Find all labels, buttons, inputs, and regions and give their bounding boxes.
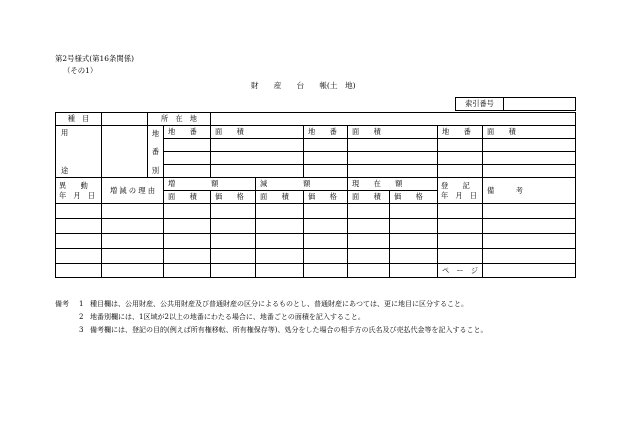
chiban-header-2: 地 番 [304, 126, 348, 139]
movement-cell[interactable] [211, 234, 256, 249]
chiban-header-1: 地 番 [164, 126, 211, 139]
location-label: 所 在 地 [148, 113, 211, 126]
movement-cell[interactable] [256, 249, 304, 264]
movement-cell[interactable] [256, 204, 304, 219]
increase-price-header: 価 格 [211, 191, 256, 204]
movement-cell[interactable] [438, 204, 483, 219]
movement-cell[interactable] [304, 234, 348, 249]
movement-cell[interactable] [56, 204, 102, 219]
movement-cell[interactable] [304, 264, 348, 278]
movement-cell[interactable] [348, 234, 390, 249]
page-title: 財 産 台 帳(土 地) [251, 81, 356, 90]
form-number: 第2号様式(第16条関係) [55, 54, 134, 63]
parcel-cell[interactable] [164, 152, 211, 165]
parcel-cell[interactable] [438, 152, 483, 165]
movement-cell[interactable] [256, 264, 304, 278]
increase-header: 増 額 [164, 178, 256, 191]
chiban-header-3: 地 番 [438, 126, 483, 139]
current-price-header: 価 格 [390, 191, 438, 204]
parcel-cell[interactable] [483, 165, 576, 178]
shumoku-field[interactable] [102, 113, 148, 126]
decrease-area-header: 面 積 [256, 191, 304, 204]
use-label-bottom: 途 [61, 165, 69, 175]
movement-cell[interactable] [304, 249, 348, 264]
parcel-cell[interactable] [211, 165, 304, 178]
decrease-price-header: 価 格 [304, 191, 348, 204]
parcel-cell[interactable] [348, 165, 438, 178]
biko-header: 備 考 [483, 178, 576, 204]
chiban-char-2: 番 [151, 147, 160, 157]
parcel-cell[interactable] [304, 165, 348, 178]
parcel-cell[interactable] [483, 139, 576, 152]
index-number-label: 索引番号 [456, 98, 504, 111]
parcel-cell[interactable] [164, 165, 211, 178]
reason-header: 増 減 の 理 由 [102, 178, 164, 204]
ido-date-header: 異 動 年 月 日 [56, 178, 102, 204]
notes-lead: 備考 [55, 300, 69, 308]
note-3: 備考欄には、登記の目的(例えば所有権移転、所有権保存等)、処分をした場合の相手方の氏名及び売払代金等を記入すること。 [90, 326, 488, 334]
movement-cell[interactable] [390, 249, 438, 264]
movement-cell[interactable] [102, 264, 164, 278]
movement-cell[interactable] [102, 219, 164, 234]
parcel-cell[interactable] [348, 152, 438, 165]
movement-cell[interactable] [390, 234, 438, 249]
parcel-cell[interactable] [211, 139, 304, 152]
parcel-cell[interactable] [438, 139, 483, 152]
parcel-cell[interactable] [483, 152, 576, 165]
movement-cell[interactable] [483, 219, 576, 234]
movement-cell[interactable] [102, 249, 164, 264]
menseki-header-2: 面 積 [348, 126, 438, 139]
index-number-field[interactable] [504, 98, 576, 111]
movement-cell[interactable] [390, 264, 438, 278]
page-field[interactable] [483, 264, 576, 278]
movement-cell[interactable] [348, 249, 390, 264]
parcel-cell[interactable] [348, 139, 438, 152]
parcel-cell[interactable] [211, 152, 304, 165]
movement-cell[interactable] [102, 234, 164, 249]
parcel-cell[interactable] [304, 152, 348, 165]
use-field[interactable] [102, 126, 148, 178]
entry-date-header: 登 記 年 月 日 [438, 178, 483, 204]
parcel-cell[interactable] [304, 139, 348, 152]
movement-cell[interactable] [304, 219, 348, 234]
movement-cell[interactable] [211, 219, 256, 234]
movement-cell[interactable] [304, 204, 348, 219]
chiban-vertical-label [148, 126, 164, 178]
chiban-char-1: 地 [151, 128, 160, 138]
movement-cell[interactable] [211, 249, 256, 264]
movement-cell[interactable] [56, 219, 102, 234]
movement-cell[interactable] [256, 234, 304, 249]
movement-cell[interactable] [390, 219, 438, 234]
movement-cell[interactable] [438, 249, 483, 264]
movement-cell[interactable] [438, 219, 483, 234]
movement-cell[interactable] [56, 234, 102, 249]
parcel-cell[interactable] [438, 165, 483, 178]
note-2: 地番別欄には、1区域が2以上の地番にわたる場合に、地番ごとの面積を記入すること。 [90, 313, 365, 321]
movement-cell[interactable] [390, 204, 438, 219]
use-label-top: 用 [61, 128, 69, 137]
shumoku-label: 種 目 [56, 113, 102, 126]
decrease-header: 減 額 [256, 178, 348, 191]
movement-cell[interactable] [56, 264, 102, 278]
menseki-header-1: 面 積 [211, 126, 304, 139]
increase-area-header: 面 積 [164, 191, 211, 204]
movement-cell[interactable] [164, 249, 211, 264]
movement-cell[interactable] [56, 249, 102, 264]
movement-cell[interactable] [164, 219, 211, 234]
movement-cell[interactable] [164, 204, 211, 219]
note-1-number: 1 [79, 300, 84, 308]
movement-cell[interactable] [211, 264, 256, 278]
movement-cell[interactable] [348, 219, 390, 234]
register-table [55, 112, 576, 278]
menseki-header-3: 面 積 [483, 126, 576, 139]
movement-cell[interactable] [256, 219, 304, 234]
movement-cell[interactable] [348, 204, 390, 219]
index-number-table [455, 97, 576, 111]
movement-cell[interactable] [438, 234, 483, 249]
movement-cell[interactable] [211, 204, 256, 219]
note-1: 種目欄は、公用財産、公共用財産及び普通財産の区分によるものとし、普通財産にあつては、更に地目に区分すること。 [90, 300, 468, 308]
note-2-number: 2 [79, 313, 84, 321]
location-field[interactable] [211, 113, 576, 126]
page-label: ペ ー ジ [438, 264, 483, 278]
movement-cell[interactable] [164, 264, 211, 278]
parcel-cell[interactable] [164, 139, 211, 152]
movement-cell[interactable] [483, 249, 576, 264]
movement-cell[interactable] [102, 204, 164, 219]
current-header: 現 在 額 [348, 178, 438, 191]
movement-cell[interactable] [164, 234, 211, 249]
chiban-char-3: 別 [151, 166, 160, 176]
note-3-number: 3 [79, 326, 84, 334]
movement-cell[interactable] [348, 264, 390, 278]
form-sub: （その1） [63, 66, 98, 75]
movement-cell[interactable] [483, 204, 576, 219]
use-label-cell [56, 126, 102, 178]
movement-cell[interactable] [483, 234, 576, 249]
current-area-header: 面 積 [348, 191, 390, 204]
